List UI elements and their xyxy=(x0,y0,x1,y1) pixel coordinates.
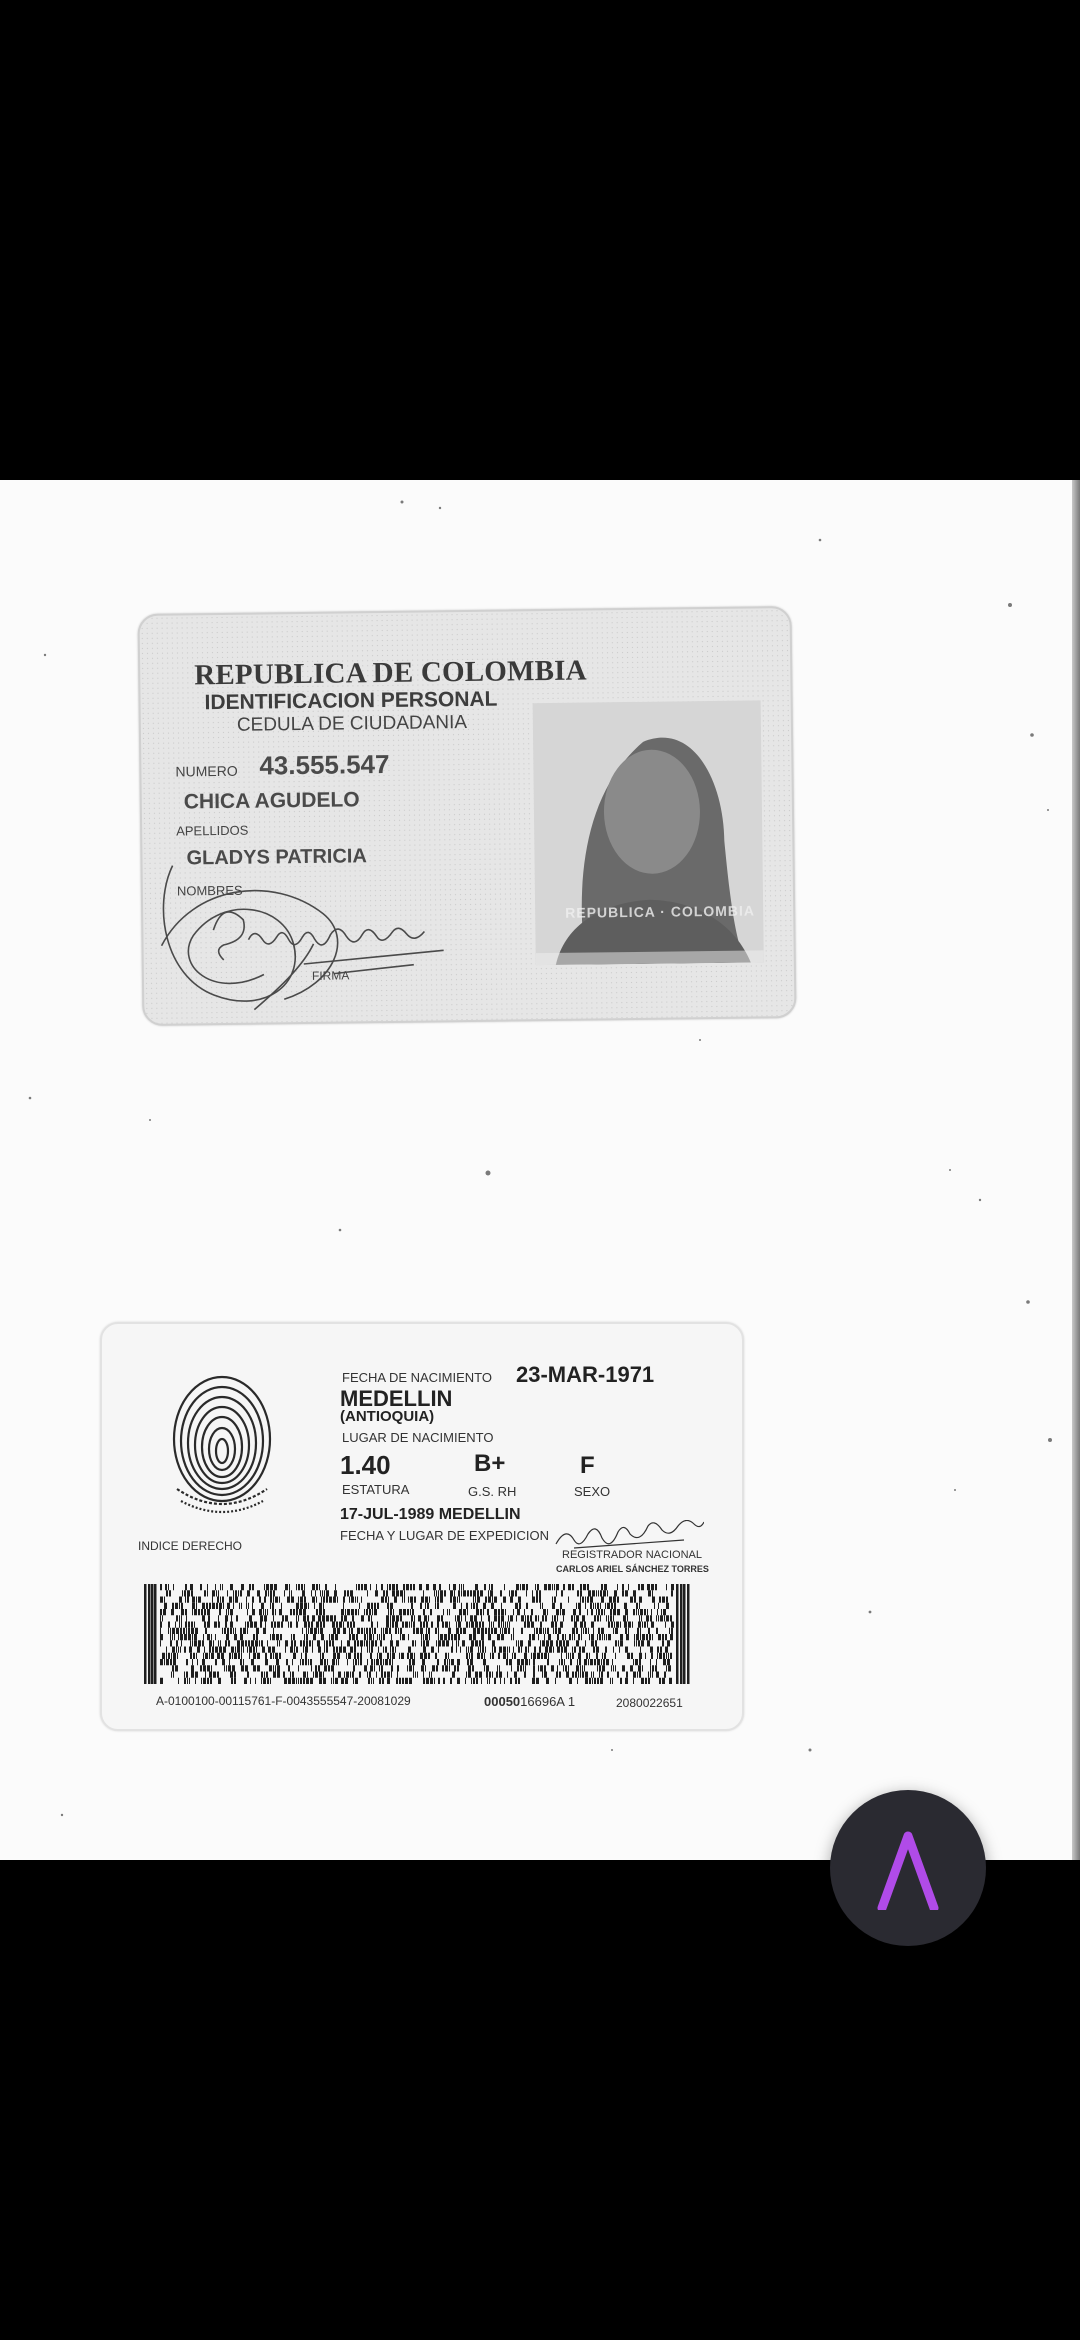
code-line-2: 0005016696A 1 xyxy=(484,1694,576,1709)
id-card-back xyxy=(100,1322,744,1731)
scanned-document-page[interactable] xyxy=(0,480,1080,1860)
registrar-name: CARLOS ARIEL SÁNCHEZ TORRES xyxy=(556,1564,709,1574)
signature-scribble xyxy=(152,821,514,1015)
code-line-1: A-0100100-00115761-F-0043555547-20081029 xyxy=(156,1694,411,1708)
page-edge-shadow xyxy=(1072,480,1080,1860)
id-card-front xyxy=(138,606,797,1026)
registrar-title: REGISTRADOR NACIONAL xyxy=(562,1549,702,1561)
last-name: CHICA AGUDELO xyxy=(183,788,360,814)
expedition-value: 17-JUL-1989 MEDELLIN xyxy=(340,1506,521,1523)
sex-value: F xyxy=(580,1452,595,1479)
signature-label: FIRMA xyxy=(311,968,350,983)
card-country: REPUBLICA DE COLOMBIA xyxy=(194,654,587,692)
birth-place-label: LUGAR DE NACIMIENTO xyxy=(342,1430,494,1445)
birth-place: MEDELLIN xyxy=(340,1386,453,1411)
birth-date-label: FECHA DE NACIMIENTO xyxy=(342,1370,493,1385)
height-label: ESTATURA xyxy=(342,1482,410,1497)
pdf417-barcode xyxy=(144,1584,690,1684)
fingerprint-image xyxy=(167,1369,277,1519)
first-name: GLADYS PATRICIA xyxy=(186,845,367,870)
id-number: 43.555.547 xyxy=(259,748,390,781)
number-label: NUMERO xyxy=(175,762,238,780)
sex-label: SEXO xyxy=(574,1484,611,1499)
assistant-fab-button[interactable] xyxy=(830,1790,986,1946)
assistant-a-icon xyxy=(876,1830,940,1910)
holder-photo xyxy=(533,700,764,965)
photo-watermark: REPUBLICA · COLOMBIA xyxy=(565,902,756,921)
birth-region: (ANTIOQUIA) xyxy=(340,1408,435,1425)
card-doc-type: CEDULA DE CIUDADANIA xyxy=(236,711,468,736)
first-name-label: NOMBRES xyxy=(176,882,243,899)
code-line-3: 2080022651 xyxy=(616,1696,683,1710)
expedition-label: FECHA Y LUGAR DE EXPEDICION xyxy=(340,1528,550,1543)
last-name-label: APELLIDOS xyxy=(176,822,249,839)
fingerprint-label: INDICE DERECHO xyxy=(138,1539,243,1553)
top-black-area xyxy=(0,0,1080,480)
blood-type-label: G.S. RH xyxy=(468,1484,517,1499)
birth-date: 23-MAR-1971 xyxy=(516,1362,655,1387)
card-subtitle: IDENTIFICACION PERSONAL xyxy=(204,687,498,715)
blood-type-value: B+ xyxy=(474,1450,506,1477)
height-value: 1.40 xyxy=(340,1450,391,1480)
registrar-signature xyxy=(554,1520,704,1552)
